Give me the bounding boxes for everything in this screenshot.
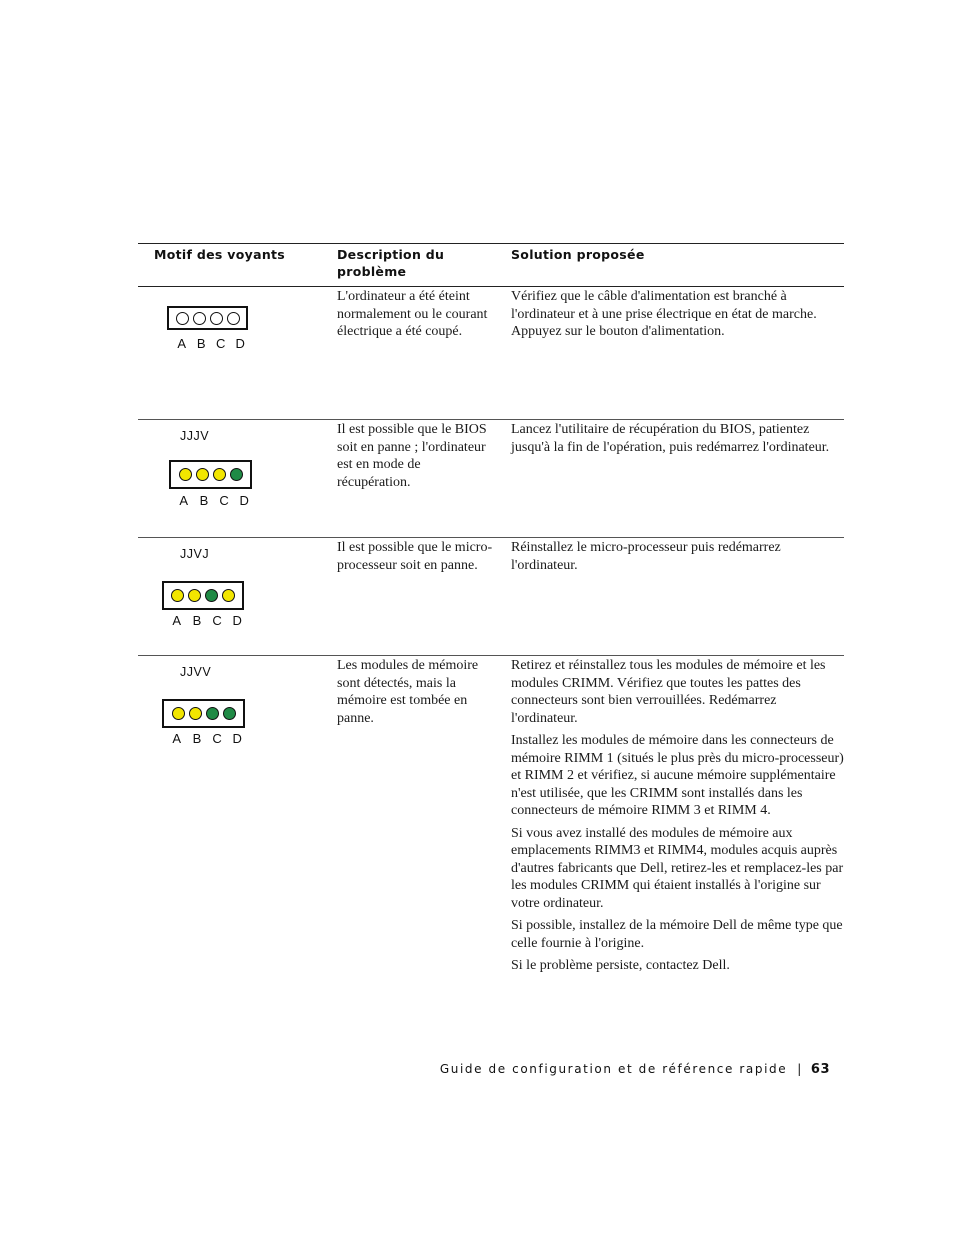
problem-description: Il est possible que le BIOS soit en panne ; l'ordinateur est en mode de récupération.: [337, 422, 487, 490]
led-d: [230, 468, 243, 481]
diagnostic-lights-panel: [162, 581, 244, 610]
diagnostic-lights-panel: [167, 306, 248, 330]
letter-c: C: [212, 731, 222, 746]
problem-description: Il est possible que le micro-processeur soit en panne.: [337, 540, 493, 573]
led-b: [193, 312, 206, 325]
header-pattern: Motif des voyants: [154, 247, 286, 262]
led-d: [223, 707, 236, 720]
letter-a: A: [172, 731, 182, 746]
table-row: [138, 538, 844, 656]
letter-c: C: [212, 613, 222, 628]
solution-paragraph: Si le problème persiste, contactez Dell.: [511, 958, 730, 973]
letter-d: D: [232, 613, 242, 628]
table-row: [138, 420, 844, 538]
proposed-solution: [511, 421, 846, 461]
page-footer: [400, 1062, 830, 1077]
solution-paragraph: Si possible, installez de la mémoire Dell de même type que celle fournie à l'origine.: [511, 918, 843, 951]
light-pattern-code: JJVJ: [180, 547, 210, 561]
led-letters: [167, 613, 247, 628]
led-b: [188, 589, 201, 602]
header-description: Description du problème: [337, 247, 445, 279]
letter-b: B: [192, 613, 202, 628]
led-d: [227, 312, 240, 325]
led-c: [213, 468, 226, 481]
led-letters: [167, 731, 247, 746]
letter-d: D: [235, 336, 245, 351]
table-header: [138, 244, 844, 287]
proposed-solution: [511, 657, 846, 980]
led-c: [210, 312, 223, 325]
led-c: [205, 589, 218, 602]
led-c: [206, 707, 219, 720]
led-a: [171, 589, 184, 602]
led-b: [189, 707, 202, 720]
diagnostic-lights-panel: [169, 460, 252, 489]
letter-c: C: [216, 336, 226, 351]
letter-b: B: [199, 493, 209, 508]
proposed-solution: [511, 288, 846, 346]
letter-d: D: [239, 493, 249, 508]
solution-paragraph: Installez les modules de mémoire dans les connecteurs de mémoire RIMM 1 (situés le plus près du micro-processeur) et RIMM 2 et vérifiez, si aucune mémoire supplémentaire n'est utilisée, que les CRIMM sont installés dans les connecteurs de mémoire RIMM 3 et RIMM 4.: [511, 733, 844, 818]
letter-b: B: [196, 336, 206, 351]
problem-description: L'ordinateur a été éteint normalement ou le courant électrique a été coupé.: [337, 289, 488, 339]
led-letters: [174, 493, 254, 508]
letter-b: B: [192, 731, 202, 746]
diagnostic-lights-table: [138, 243, 844, 1001]
light-pattern-code: JJJV: [180, 429, 210, 443]
solution-paragraph: Vérifiez que le câble d'alimentation est branché à l'ordinateur et à une prise électrique en état de marche. Appuyez sur le bouton d'alimentation.: [511, 289, 817, 339]
led-b: [196, 468, 209, 481]
led-a: [179, 468, 192, 481]
footer-title: Guide de configuration et de référence rapide: [439, 1062, 788, 1076]
proposed-solution: [511, 539, 846, 579]
solution-paragraph: Si vous avez installé des modules de mémoire aux emplacements RIMM3 et RIMM4, modules acquis auprès d'autres fabricants que Dell, retirez-les et remplacez-les par les modules CRIMM qui étaient installés à l'origine sur votre ordinateur.: [511, 825, 844, 911]
page-number: 63: [810, 1062, 830, 1077]
diagnostic-lights-panel: [162, 699, 245, 728]
letter-a: A: [177, 336, 187, 351]
table-row: [138, 287, 844, 420]
letter-c: C: [219, 493, 229, 508]
letter-a: A: [179, 493, 189, 508]
solution-paragraph: Réinstallez le micro-processeur puis redémarrez l'ordinateur.: [511, 540, 781, 573]
led-letters: [172, 336, 250, 351]
light-pattern-code: JJVV: [180, 665, 212, 679]
solution-paragraph: Lancez l'utilitaire de récupération du BIOS, patientez jusqu'à la fin de l'opération, puis redémarrez l'ordinateur.: [511, 422, 830, 455]
header-solution: Solution proposée: [511, 247, 645, 262]
letter-a: A: [172, 613, 182, 628]
footer-separator: |: [797, 1062, 803, 1076]
letter-d: D: [232, 731, 242, 746]
solution-paragraph: Retirez et réinstallez tous les modules de mémoire et les modules CRIMM. Vérifiez que toutes les pattes des connecteurs sont bien verrouillées. Redémarrez l'ordinateur.: [511, 658, 826, 726]
led-a: [176, 312, 189, 325]
led-d: [222, 589, 235, 602]
led-a: [172, 707, 185, 720]
problem-description: Les modules de mémoire sont détectés, mais la mémoire est tombée en panne.: [337, 658, 479, 726]
table-row: [138, 656, 844, 1001]
